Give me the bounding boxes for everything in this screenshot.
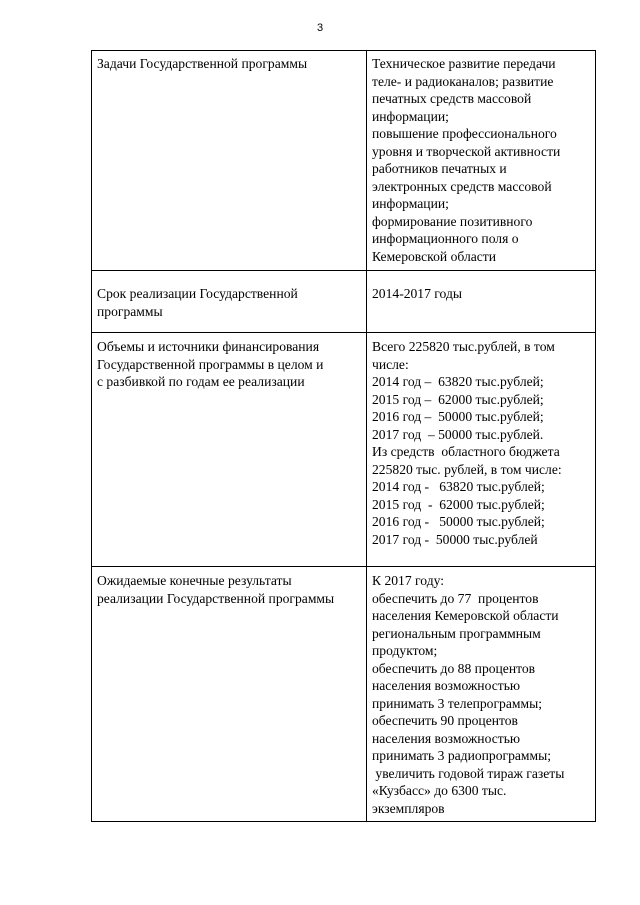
tasks-value-line: информации;	[372, 108, 449, 124]
results-label-cell	[92, 567, 367, 822]
financing-value-line: 2016 год – 50000 тыс.рублей;	[372, 409, 544, 424]
results-value-line: продуктом;	[372, 643, 438, 658]
tasks-value-line: информации;	[372, 196, 449, 211]
results-value-line: обеспечить 90 процентов	[372, 713, 518, 728]
tasks-label-line: Задачи Государственной программы	[97, 56, 308, 71]
results-value-line: увеличить годовой тираж газеты	[372, 765, 565, 781]
financing-label-line: Объемы и источники финансирования	[97, 339, 320, 354]
page-number: 3	[316, 22, 324, 34]
results-value-line: населения Кемеровской области	[372, 608, 559, 623]
tasks-value-line: печатных средств массовой	[372, 91, 532, 106]
results-value-line: «Кузбасс» до 6300 тыс.	[372, 783, 507, 798]
tasks-value-line: повышение профессионального	[372, 126, 557, 141]
term-value-cell	[367, 271, 596, 333]
financing-label-cell	[92, 333, 367, 567]
tasks-value-line: теле- и радиоканалов; развитие	[372, 73, 554, 89]
financing-value-line: 2015 год – 62000 тыс.рублей;	[372, 391, 544, 407]
table-row-term	[92, 271, 596, 333]
financing-value-line: 2017 год - 50000 тыс.рублей	[372, 531, 538, 547]
tasks-value-line: Кемеровской области	[372, 248, 497, 264]
term-label-line: программы	[97, 303, 163, 319]
results-value-line: обеспечить до 77 процентов	[372, 590, 539, 606]
results-value-line: К 2017 году:	[372, 573, 445, 588]
results-value-line: экземпляров	[372, 800, 445, 816]
program-passport-table	[91, 50, 596, 822]
financing-value-cell	[367, 333, 596, 567]
tasks-value-line: работников печатных и	[372, 161, 507, 176]
tasks-label-cell	[92, 51, 367, 271]
tasks-value-line: электронных средств массовой	[372, 178, 552, 194]
financing-value-line: 2015 год - 62000 тыс.рублей;	[372, 496, 545, 512]
financing-value-line: 225820 тыс. рублей, в том числе:	[372, 461, 562, 477]
results-value-line: обеспечить до 88 процентов	[372, 660, 536, 676]
financing-label-line: Государственной программы в целом и	[97, 356, 324, 372]
table-row-results	[92, 567, 596, 822]
table-row-tasks	[92, 51, 596, 271]
table-row-financing	[92, 333, 596, 567]
results-label-line: Ожидаемые конечные результаты	[97, 573, 292, 588]
financing-value-line: Из средств областного бюджета	[372, 444, 560, 459]
term-label-cell	[92, 271, 367, 333]
tasks-value-line: информационного поля о	[372, 231, 519, 246]
financing-label-line: с разбивкой по годам ее реализации	[97, 374, 305, 389]
term-value-line: 2014-2017 годы	[372, 286, 462, 301]
financing-value-line: 2016 год - 50000 тыс.рублей;	[372, 514, 545, 529]
results-value-line: региональным программным	[372, 625, 541, 641]
financing-value-line: числе:	[372, 356, 409, 372]
financing-value-line: Всего 225820 тыс.рублей, в том	[372, 339, 555, 354]
results-value-line: принимать 3 радиопрограммы;	[372, 748, 552, 763]
results-value-cell	[367, 567, 596, 822]
financing-value-line: 2014 год - 63820 тыс.рублей;	[372, 479, 545, 494]
results-value-line: населения возможностью	[372, 678, 521, 693]
results-label-line: реализации Государственной программы	[97, 590, 335, 606]
results-value-line: принимать 3 телепрограммы;	[372, 695, 543, 711]
financing-value-line: 2014 год – 63820 тыс.рублей;	[372, 374, 544, 389]
term-label-line: Срок реализации Государственной	[97, 286, 298, 301]
financing-value-line: 2017 год – 50000 тыс.рублей.	[372, 426, 544, 442]
tasks-value-cell	[367, 51, 596, 271]
results-value-line: населения возможностью	[372, 730, 521, 746]
tasks-value-line: уровня и творческой активности	[372, 143, 561, 159]
tasks-value-line: формирование позитивного	[372, 213, 533, 229]
tasks-value-line: Техническое развитие передачи	[372, 56, 556, 71]
